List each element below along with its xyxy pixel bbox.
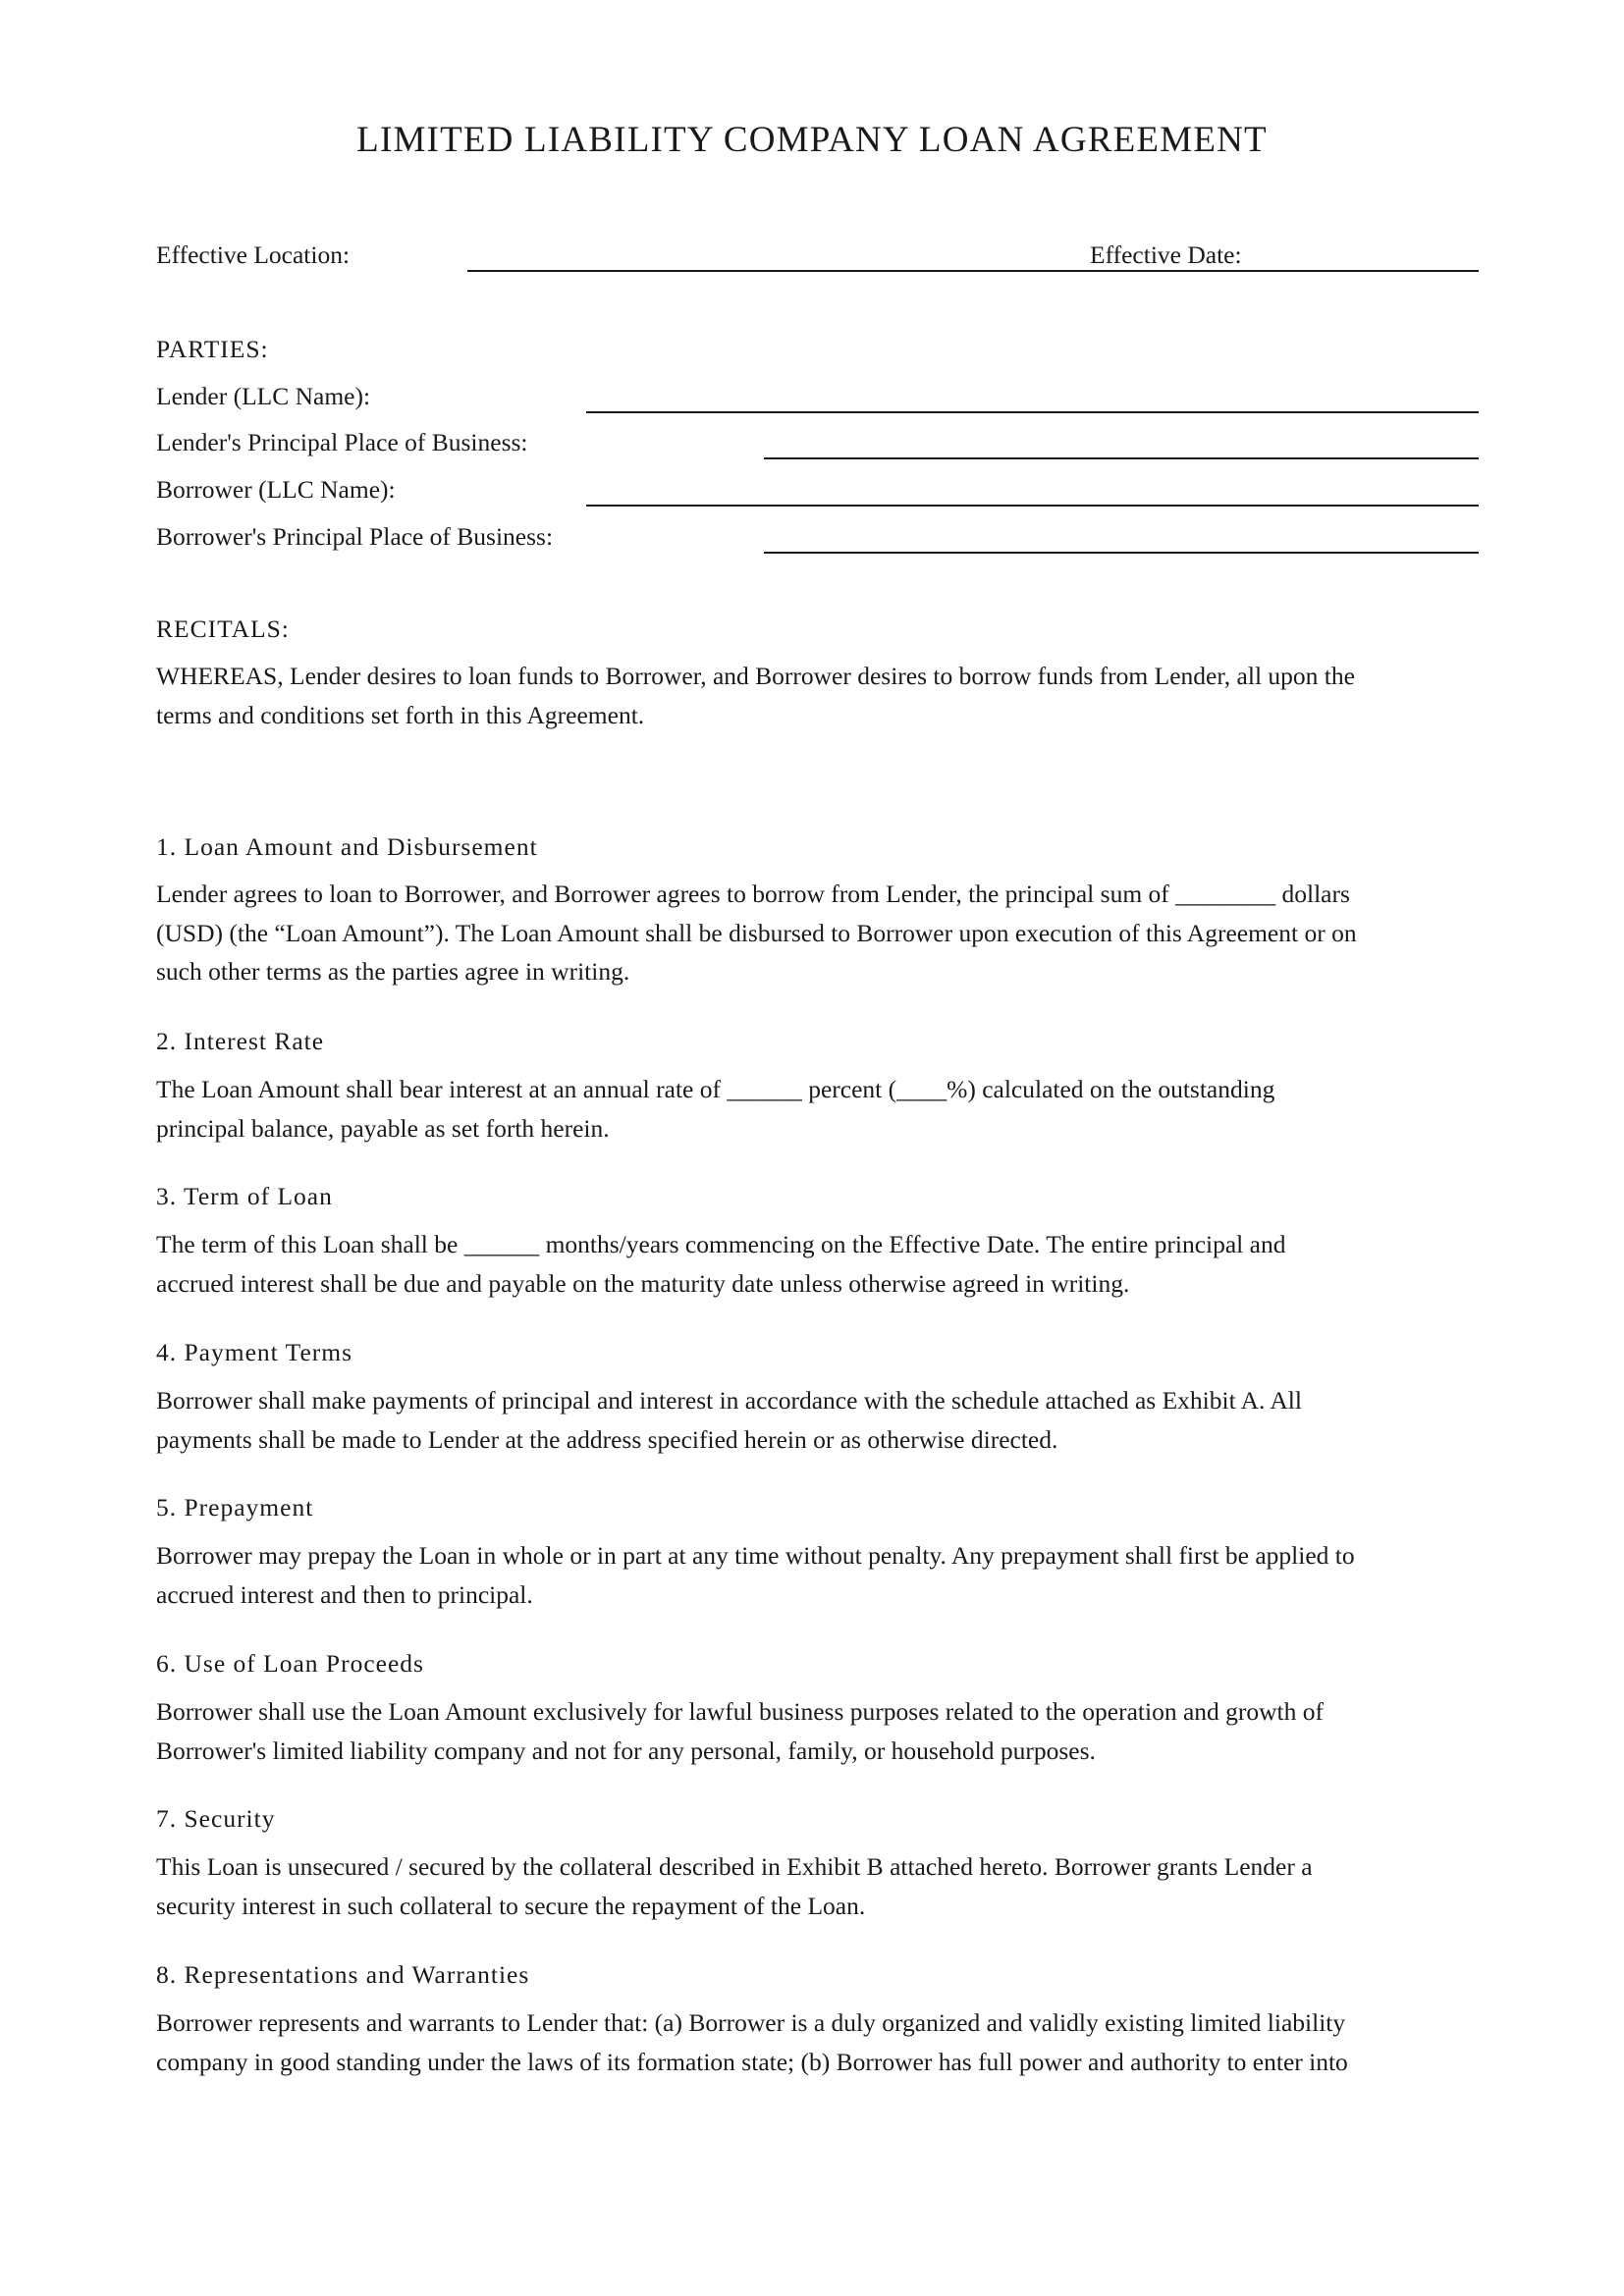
recitals-line: terms and conditions set forth in this Agreement. (156, 700, 645, 729)
section-heading-use-of-proceeds: 6. Use of Loan Proceeds (156, 1649, 424, 1678)
section-line: security interest in such collateral to secure the repayment of the Loan. (156, 1891, 866, 1920)
section-line: Lender agrees to loan to Borrower, and Borrower agrees to borrow from Lender, the principal sum of ________ dollars (156, 880, 1350, 908)
recitals-line: WHEREAS, Lender desires to loan funds to Borrower, and Borrower desires to borrow funds from Lender, all upon the (156, 662, 1355, 690)
section-line: Borrower's limited liability company and not for any personal, family, or household purposes. (156, 1735, 1096, 1765)
section-body-loan-amount (156, 875, 1477, 991)
section-body-representations (156, 2003, 1477, 2081)
section-body-prepayment (156, 1536, 1477, 1614)
section-line: Borrower may prepay the Loan in whole or in part at any time without penalty. Any prepayment shall first be applied to (156, 1541, 1355, 1570)
borrower-name-label: Borrower (LLC Name): (156, 475, 396, 504)
section-line: company in good standing under the laws of its formation state; (b) Borrower has full power and authority to enter into (156, 2047, 1348, 2076)
section-heading-interest-rate: 2. Interest Rate (156, 1027, 325, 1055)
section-body-interest-rate (156, 1070, 1477, 1148)
section-body-use-of-proceeds (156, 1692, 1477, 1770)
borrower-name-blank[interactable] (586, 505, 1479, 507)
section-line: (USD) (the “Loan Amount”). The Loan Amount shall be disbursed to Borrower upon execution of this Agreement or on (156, 918, 1357, 947)
section-line: payments shall be made to Lender at the address specified herein or as otherwise directed. (156, 1424, 1058, 1454)
section-line: such other terms as the parties agree in writing. (156, 957, 630, 986)
section-heading-representations: 8. Representations and Warranties (156, 1960, 530, 1989)
section-line: The Loan Amount shall bear interest at an annual rate of ______ percent (____%) calculated on the outstanding (156, 1075, 1275, 1103)
section-line: Borrower represents and warrants to Lender that: (a) Borrower is a duly organized and validly existing limited liability (156, 2008, 1346, 2037)
recitals-heading: RECITALS: (156, 614, 290, 643)
section-line: The term of this Loan shall be ______ months/years commencing on the Effective Date. The entire principal and (156, 1230, 1286, 1258)
section-line: accrued interest shall be due and payable on the maturity date unless otherwise agreed in writing. (156, 1268, 1130, 1298)
document-title: LIMITED LIABILITY COMPANY LOAN AGREEMENT (356, 120, 1268, 160)
effective-date-label: Effective Date: (1090, 240, 1242, 269)
effective-location-label: Effective Location: (156, 240, 351, 269)
section-heading-loan-amount: 1. Loan Amount and Disbursement (156, 832, 538, 861)
parties-heading: PARTIES: (156, 335, 269, 363)
section-line: principal balance, payable as set forth herein. (156, 1113, 610, 1143)
section-body-security (156, 1847, 1477, 1925)
lender-name-blank[interactable] (586, 411, 1479, 413)
section-heading-term: 3. Term of Loan (156, 1182, 333, 1210)
section-line: Borrower shall make payments of principal and interest in accordance with the schedule attached as Exhibit A. All (156, 1386, 1302, 1415)
recitals-paragraph (156, 657, 1477, 734)
lender-name-label: Lender (LLC Name): (156, 382, 371, 410)
section-body-payment-terms (156, 1381, 1477, 1459)
borrower-place-label: Borrower's Principal Place of Business: (156, 522, 554, 551)
borrower-place-blank[interactable] (764, 552, 1479, 554)
section-line: This Loan is unsecured / secured by the collateral described in Exhibit B attached hereto. Borrower grants Lender a (156, 1852, 1313, 1881)
lender-place-label: Lender's Principal Place of Business: (156, 428, 528, 456)
section-line: Borrower shall use the Loan Amount exclusively for lawful business purposes related to the operation and growth of (156, 1697, 1325, 1726)
effective-location-blank[interactable] (467, 270, 1479, 272)
lender-place-blank[interactable] (764, 457, 1479, 459)
section-body-term (156, 1225, 1477, 1303)
section-heading-security: 7. Security (156, 1804, 276, 1833)
section-heading-prepayment: 5. Prepayment (156, 1493, 314, 1522)
section-line: accrued interest and then to principal. (156, 1579, 533, 1609)
section-heading-payment-terms: 4. Payment Terms (156, 1338, 353, 1366)
